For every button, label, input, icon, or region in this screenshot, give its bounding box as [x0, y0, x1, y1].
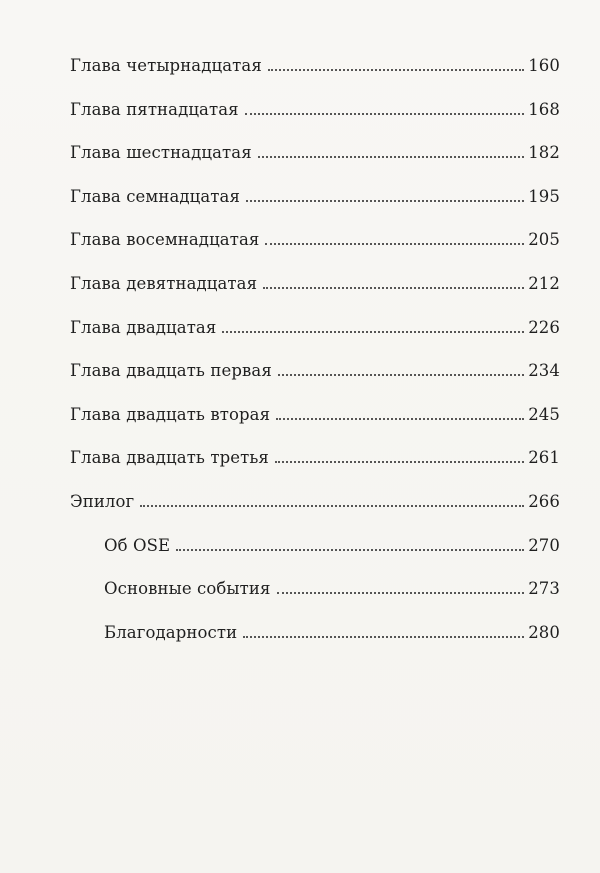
toc-entry	[70, 623, 560, 667]
toc-entry-title: Глава восемнадцатая	[70, 230, 260, 250]
toc-entry	[70, 230, 560, 274]
toc-entry-title: Об OSE	[104, 535, 171, 555]
toc-entry	[70, 318, 560, 362]
toc-entry-page-number: 280	[528, 622, 560, 642]
toc-entry	[70, 274, 560, 318]
toc-dot-leader	[275, 460, 524, 463]
toc-dot-leader	[222, 330, 524, 333]
toc-entry-title: Глава семнадцатая	[70, 186, 240, 206]
toc-entry-page-number: 273	[528, 579, 560, 599]
toc-entry-page-number: 261	[528, 448, 560, 468]
toc-dot-leader	[265, 242, 524, 245]
toc-entry-title: Глава двадцать третья	[70, 448, 269, 468]
toc-dot-leader	[278, 373, 524, 376]
toc-dot-leader	[245, 112, 525, 115]
toc-dot-leader	[140, 504, 524, 507]
toc-entry-title: Глава четырнадцатая	[70, 56, 262, 75]
toc-entry-title: Глава пятнадцатая	[70, 99, 239, 119]
toc-entry-page-number: 160	[528, 56, 560, 75]
toc-entry	[70, 448, 560, 492]
toc-entry-title: Глава двадцать вторая	[70, 404, 271, 424]
toc-entry	[70, 56, 560, 100]
toc-entry-page-number: 226	[528, 317, 560, 337]
toc-dot-leader	[258, 155, 524, 158]
toc-entry-title: Глава шестнадцатая	[70, 143, 252, 163]
toc-dot-leader	[277, 591, 525, 594]
toc-entry-page-number: 266	[528, 491, 560, 511]
toc-entry	[70, 187, 560, 231]
toc-entry	[70, 361, 560, 405]
toc-entry	[70, 100, 560, 144]
toc-entry-page-number: 270	[528, 535, 560, 555]
toc-entry-title: Основные события	[104, 579, 271, 599]
toc-entry-page-number: 205	[528, 230, 560, 250]
toc-entry	[70, 536, 560, 580]
toc-entry-page-number: 234	[528, 361, 560, 381]
table-of-contents	[70, 56, 560, 666]
toc-dot-leader	[276, 417, 524, 420]
toc-dot-leader	[246, 199, 524, 202]
toc-entry	[70, 143, 560, 187]
toc-entry-title: Глава двадцатая	[70, 317, 217, 337]
toc-entry	[70, 492, 560, 536]
toc-entry-title: Благодарности	[104, 622, 238, 642]
toc-entry-title: Эпилог	[70, 491, 135, 511]
toc-entry-page-number: 195	[528, 186, 560, 206]
toc-entry	[70, 579, 560, 623]
toc-entry-page-number: 245	[528, 404, 560, 424]
toc-entry-title: Глава двадцать первая	[70, 361, 272, 381]
toc-entry	[70, 405, 560, 449]
toc-dot-leader	[263, 286, 524, 289]
toc-dot-leader	[176, 548, 524, 551]
toc-entry-page-number: 168	[528, 99, 560, 119]
toc-entry-title: Глава девятнадцатая	[70, 273, 258, 293]
toc-entry-page-number: 182	[528, 143, 560, 163]
toc-dot-leader	[243, 635, 524, 638]
toc-entry-page-number: 212	[528, 273, 560, 293]
toc-dot-leader	[268, 68, 524, 71]
